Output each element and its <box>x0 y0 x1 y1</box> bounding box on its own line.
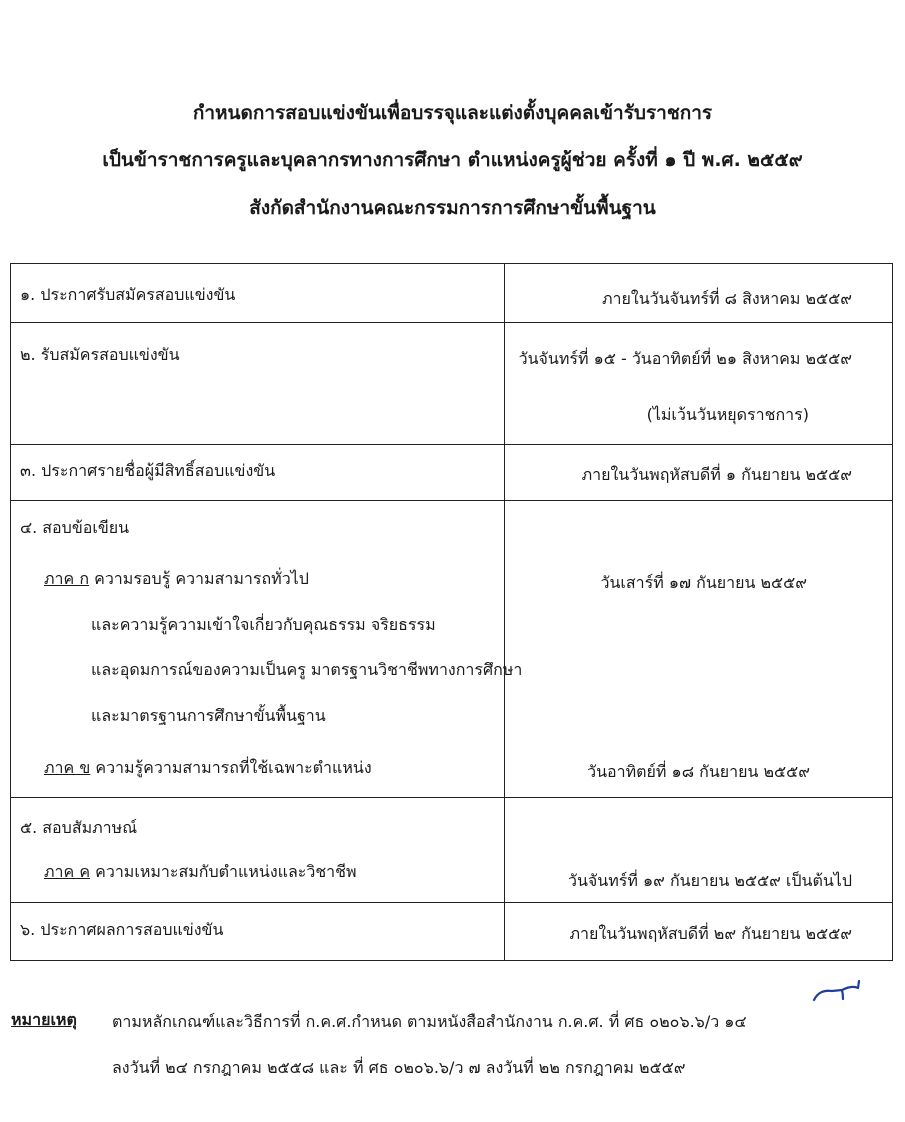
schedule-table <box>10 263 893 961</box>
row-divider <box>11 322 892 323</box>
title-line-1: กำหนดการสอบแข่งขันเพื่อบรรจุและแต่งตั้งบุคคลเข้ารับราชการ <box>192 102 713 124</box>
row5-date: วันจันทร์ที่ ๑๙ กันยายน ๒๕๕๙ เป็นต้นไป <box>567 871 852 890</box>
part-a-line-2: และความรู้ความเข้าใจเกี่ยวกับคุณธรรม จริยธรรม <box>91 615 436 634</box>
part-a-line-4: และมาตรฐานการศึกษาขั้นพื้นฐาน <box>91 706 326 725</box>
row6-item: ๖. ประกาศผลการสอบแข่งขัน <box>20 920 224 939</box>
row3-item: ๓. ประกาศรายชื่อผู้มีสิทธิ์สอบแข่งขัน <box>20 461 276 480</box>
row-divider <box>11 902 892 903</box>
title-line-3: สังกัดสำนักงานคณะกรรมการการศึกษาขั้นพื้นฐาน <box>249 197 656 219</box>
part-b-line <box>44 757 372 779</box>
row-divider <box>11 797 892 798</box>
signature-mark <box>812 978 864 1004</box>
part-b-label: ภาค ข <box>44 758 91 777</box>
row1-date: ภายในวันจันทร์ที่ ๘ สิงหาคม ๒๕๕๙ <box>601 289 852 308</box>
row-divider <box>11 444 892 445</box>
part-a-label: ภาค ก <box>44 569 90 588</box>
remark-label: หมายเหตุ <box>11 1010 77 1029</box>
row4-item: ๔. สอบข้อเขียน <box>20 518 130 537</box>
remark-line-1: ตามหลักเกณฑ์และวิธีการที่ ก.ค.ศ.กำหนด ตามหนังสือสำนักงาน ก.ค.ศ. ที่ ศธ ๐๒๐๖.๖/ว ๑๔ <box>112 1012 747 1031</box>
part-b-date: วันอาทิตย์ที่ ๑๘ กันยายน ๒๕๕๙ <box>587 762 810 781</box>
part-a-line-3: และอุดมการณ์ของความเป็นครู มาตรฐานวิชาชีพทางการศึกษา <box>91 660 523 679</box>
column-divider <box>504 264 505 960</box>
part-c-line <box>44 861 357 883</box>
title-line-2: เป็นข้าราชการครูและบุคลากรทางการศึกษา ตำแหน่งครูผู้ช่วย ครั้งที่ ๑ ปี พ.ศ. ๒๕๕๙ <box>102 149 803 171</box>
part-b-text: ความรู้ความสามารถที่ใช้เฉพาะตำแหน่ง <box>95 758 372 777</box>
row6-date: ภายในวันพฤหัสบดีที่ ๒๙ กันยายน ๒๕๕๙ <box>569 924 852 943</box>
row5-item: ๕. สอบสัมภาษณ์ <box>20 818 138 837</box>
part-a-text-1: ความรอบรู้ ความสามารถทั่วไป <box>94 569 309 588</box>
part-a-line-1 <box>44 568 309 590</box>
part-c-label: ภาค ค <box>44 862 91 881</box>
row2-date: วันจันทร์ที่ ๑๕ - วันอาทิตย์ที่ ๒๑ สิงหาคม ๒๕๕๙ <box>518 349 852 368</box>
row2-note: (ไม่เว้นวันหยุดราชการ) <box>646 405 809 424</box>
remark-line-2: ลงวันที่ ๒๔ กรกฎาคม ๒๕๕๘ และ ที่ ศธ ๐๒๐๖.๖/ว ๗ ลงวันที่ ๒๒ กรกฎาคม ๒๕๕๙ <box>112 1058 686 1077</box>
row1-item: ๑. ประกาศรับสมัครสอบแข่งขัน <box>20 285 236 304</box>
row2-item: ๒. รับสมัครสอบแข่งขัน <box>20 345 180 364</box>
row-divider <box>11 500 892 501</box>
part-a-date: วันเสาร์ที่ ๑๗ กันยายน ๒๕๕๙ <box>600 573 807 592</box>
part-c-text: ความเหมาะสมกับตำแหน่งและวิชาชีพ <box>95 862 357 881</box>
row3-date: ภายในวันพฤหัสบดีที่ ๑ กันยายน ๒๕๕๙ <box>581 465 852 484</box>
